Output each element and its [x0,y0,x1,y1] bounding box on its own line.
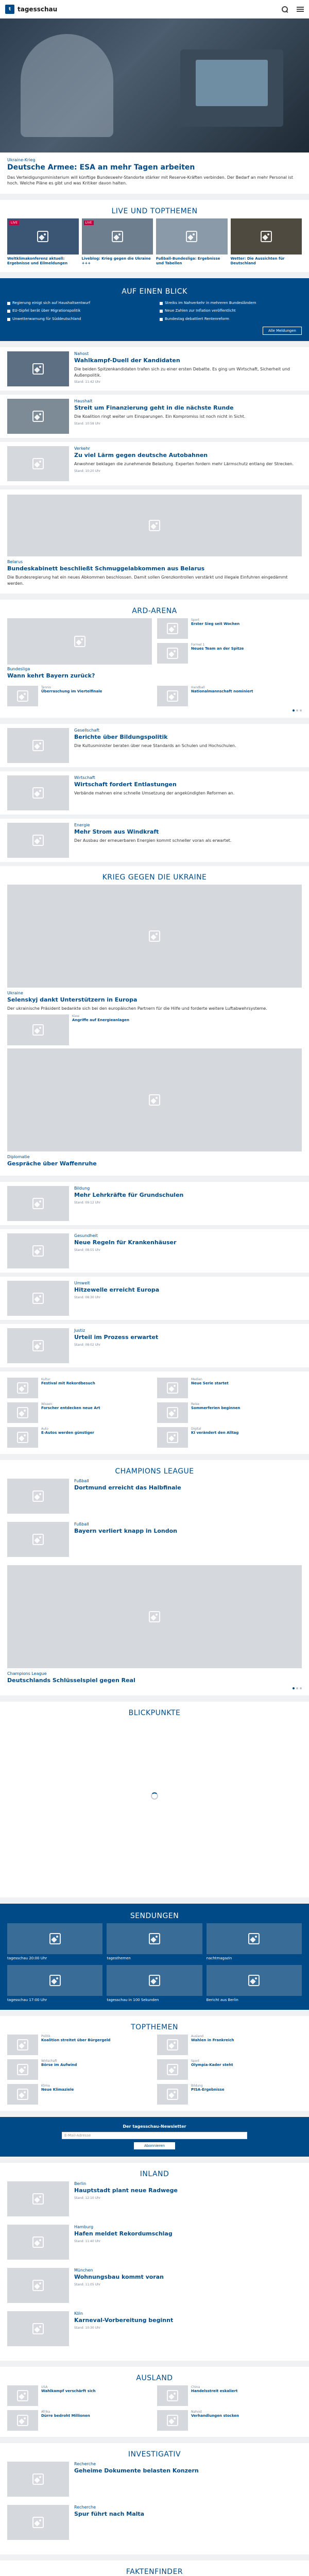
image-icon [32,1198,44,1209]
ard-item-title[interactable]: Erster Sieg seit Wochen [191,622,240,626]
ard-arena-section [0,600,309,718]
news-meta: Stand: 10:20 Uhr [74,469,101,473]
hero-teaser[interactable] [0,152,309,194]
ard-lead-headline[interactable]: Wann kehrt Bayern zurück? [7,672,95,680]
ard-item-top: Handball [191,685,205,689]
ausland-item[interactable] [157,2385,302,2406]
champions-lead-headline[interactable]: Deutschlands Schlüsselspiel gegen Real [7,1676,135,1684]
live-item[interactable] [82,218,153,266]
image-icon [32,740,44,751]
live-badge: LIVE [84,221,94,225]
inland-item[interactable] [0,724,309,767]
topthemen-section [0,2016,309,2111]
news-meta: Stand: 10:58 Uhr [74,421,101,426]
ard-item[interactable] [157,686,302,706]
image-icon [32,1024,44,1036]
more-news-headline[interactable]: Neue Regeln für Krankenhäuser [74,1239,177,1246]
mini-item[interactable] [7,1427,152,1448]
image-icon [17,2089,28,2100]
news-text: Die beiden Spitzenkandidaten trafen sich zu einer ersten Debatte. Es ging um Wirtschaft, Sicherheit und Außenpolitik. [74,366,290,378]
carousel-dot[interactable] [300,1687,302,1689]
inland-section [0,2163,309,2361]
ard-item[interactable] [7,686,152,706]
topthemen-item-top: Sport [191,2059,200,2063]
topthemen-title: TOPTHEMEN [131,2023,178,2031]
bullet-icon [160,318,163,321]
topthemen-item-title[interactable]: Olympia-Kader steht [191,2062,233,2067]
topthemen-item[interactable] [7,2059,152,2080]
sendung-title[interactable]: nachtmagazin [206,1956,232,1960]
ausland-item-title[interactable]: Verhandlungen stocken [191,2413,239,2418]
hero-image[interactable] [0,19,309,152]
mini-item-title[interactable]: Festival mit Rekordbesuch [41,1381,95,1385]
ausland-item-title[interactable]: Dürre bedroht Millionen [41,2413,90,2418]
newsletter-box [0,2117,309,2157]
blick-item[interactable] [160,309,302,313]
more-news-headline[interactable]: Urteil im Prozess erwartet [74,1333,159,1341]
ausland-item[interactable] [7,2410,152,2431]
sendung-card[interactable] [7,1923,102,1961]
image-icon [149,930,160,942]
mini-item[interactable] [157,1402,302,1423]
sendungen-section [0,1904,309,2010]
mini-item-top: Digital [191,1427,201,1431]
more-news-item[interactable] [0,1229,309,1273]
carousel-dot[interactable] [300,709,302,711]
inland-section-item[interactable] [7,2311,302,2350]
ukraine-item[interactable] [7,1014,302,1045]
champions-lead-topline: Champions League [7,1671,47,1676]
image-icon [17,1382,28,1394]
mini-item[interactable] [157,1427,302,1448]
ukraine-section [0,866,309,1176]
auf-einen-blick [0,278,309,341]
ard-item[interactable] [157,643,302,664]
champions-title: CHAMPIONS LEAGUE [115,1467,194,1476]
champions-item-topline: Fußball [74,1521,89,1527]
news-item[interactable] [0,442,309,485]
investigativ-item[interactable] [7,2462,302,2501]
sendung-title[interactable]: Bericht aus Berlin [206,1997,238,2002]
live-item[interactable] [7,218,79,266]
carousel-dots [7,1687,302,1689]
image-icon [32,2517,44,2528]
ukraine-lead-headline[interactable]: Selenskyj dankt Unterstützern in Europa [7,996,138,1003]
inland-section-meta: Stand: 12:10 Uhr [74,2196,101,2200]
more-news-topline: Justiz [74,1328,85,1333]
news-text: Die Koalition ringt weiter um Einsparungen. Ein Kompromiss ist noch nicht in Sicht. [74,414,246,419]
blickpunkte-section [0,1702,309,1897]
image-icon [167,1432,178,1443]
image-icon [49,1975,61,1986]
inland-section-meta: Stand: 11:05 Uhr [74,2282,101,2286]
mini-item-title[interactable]: KI verändert den Alltag [191,1430,239,1435]
topthemen-item[interactable] [7,2084,152,2105]
sendung-title[interactable]: tagesschau 20:00 Uhr [7,1956,47,1960]
bullet-icon [7,310,10,313]
topthemen-item[interactable] [7,2035,152,2055]
investigativ-topline: Recherche [74,2461,96,2466]
inland-section-headline[interactable]: Hauptstadt plant neue Radwege [74,2187,178,2194]
logo-text[interactable]: tagesschau [18,5,58,13]
image-icon [32,458,44,469]
sendung-card[interactable] [7,1965,102,2003]
ausland-item-title[interactable]: Handelsstreit eskaliert [191,2388,238,2393]
blick-item-text[interactable]: Streiks im Nahverkehr in mehreren Bundesländern [165,300,256,305]
more-news-item[interactable] [0,1277,309,1320]
more-news-meta: Stand: 08:02 Uhr [74,1343,101,1347]
inland-section-title: INLAND [140,2170,169,2178]
mini-grid-section [0,1371,309,1454]
loading-spinner-icon [151,1792,158,1800]
mini-item-top: Medien [191,1377,202,1381]
image-icon [167,2415,178,2426]
news-headline[interactable]: Wahlkampf-Duell der Kandidaten [74,357,180,364]
blick-item-text[interactable]: Bundestag debattiert Rentenreform [165,316,229,321]
ausland-item-top: USA [41,2385,48,2389]
more-news-topline: Bildung [74,1185,90,1191]
champions-item-headline[interactable]: Bayern verliert knapp in London [74,1527,177,1534]
news-topline: Haushalt [74,399,93,404]
inland-headline[interactable]: Mehr Strom aus Windkraft [74,828,159,835]
news-item[interactable] [0,395,309,438]
image-icon [17,690,28,702]
mini-item-title[interactable]: Sommerferien beginnen [191,1405,241,1410]
champions-item[interactable] [7,1522,302,1561]
champions-section [0,1460,309,1696]
news-topline: Nahost [74,351,89,357]
champions-lead-image[interactable] [7,1565,302,1668]
carousel-dot[interactable] [296,1687,298,1689]
inland-headline[interactable]: Berichte über Bildungspolitik [74,733,168,740]
image-icon [32,411,44,422]
more-news-item[interactable] [0,1324,309,1367]
blick-item[interactable] [7,317,149,321]
blick-item[interactable] [160,301,302,306]
ukraine-item-top: Kiew [72,1014,80,1019]
image-icon [32,2193,44,2205]
ausland-item-top: Nahost [191,2410,202,2414]
live-item-title[interactable]: Weltklimakonferenz aktuell: Ergebnisse und Eilmeldungen [7,256,68,265]
hero-headline[interactable]: Deutsche Armee: ESA an mehr Tagen arbeiten [7,163,195,172]
mini-item[interactable] [7,1378,152,1398]
inland-item[interactable] [0,771,309,815]
image-icon [32,1293,44,1304]
wide-teaser-image[interactable] [7,495,302,556]
investigativ-topline: Recherche [74,2504,96,2510]
mini-item-title[interactable]: Forscher entdecken neue Art [41,1405,100,1410]
inland-section-meta: Stand: 11:40 Uhr [74,2239,101,2243]
ard-title: ARD-ARENA [132,607,177,616]
image-icon [17,2064,28,2075]
investigativ-headline[interactable]: Spur führt nach Malta [74,2510,145,2517]
investigativ-section [0,2443,309,2554]
image-icon [167,690,178,702]
ard-item-title[interactable]: Überraschung im Viertelfinale [41,689,102,693]
image-icon [49,1933,61,1944]
hero-image-screen-content [196,60,268,106]
news-topline: Verkehr [74,446,90,451]
bullet-icon [160,302,163,305]
mini-item-title[interactable]: E-Autos werden günstiger [41,1430,94,1435]
image-icon [74,636,85,647]
news-text: Anwohner beklagen die zunehmende Belastung. Experten fordern mehr Lärmschutz entlang der Strecken. [74,461,294,466]
live-item-title[interactable]: Wetter: Die Aussichten für Deutschland [230,256,285,265]
image-icon [32,363,44,375]
inland-section-item[interactable] [7,2225,302,2264]
ausland-item-top: China [191,2385,200,2389]
ukraine-lead-text: Der ukrainische Präsident bedankte sich bei den europäischen Partnern für die Hilfe und forderte weitere Luftabwehrsysteme. [7,1006,267,1011]
news-headline[interactable]: Zu viel Lärm gegen deutsche Autobahnen [74,452,208,459]
live-item[interactable] [156,218,228,266]
ard-item-top: Sport [191,618,200,622]
image-icon [167,623,178,634]
image-icon [167,2039,178,2050]
image-icon [32,2280,44,2291]
image-icon [32,1490,44,1502]
ukraine-item-title[interactable]: Gespräche über Waffenruhe [7,1160,97,1167]
topthemen-item-top: Politik [41,2034,50,2038]
carousel-dot[interactable] [296,709,298,711]
live-item-title[interactable]: Liveblog: Krieg gegen die Ukraine +++ [81,256,151,265]
topthemen-item-top: Ausland [191,2034,203,2038]
image-icon [32,1340,44,1351]
menu-icon[interactable] [297,7,304,12]
inland-text: Verbände mahnen eine schnelle Umsetzung der angekündigten Reformen an. [74,790,235,795]
champions-item-headline[interactable]: Dortmund erreicht das Halbfinale [74,1484,181,1491]
champions-item[interactable] [7,1479,302,1518]
topthemen-item[interactable] [157,2084,302,2105]
investigativ-title: INVESTIGATIV [128,2450,181,2459]
image-icon [167,2390,178,2401]
image-icon [32,2473,44,2485]
live-section-title: LIVE UND TOPTHEMEN [111,207,198,215]
sendung-title[interactable]: tagesthemen [107,1956,131,1960]
more-news-topline: Umwelt [74,1280,90,1285]
inland-headline[interactable]: Wirtschaft fordert Entlastungen [74,781,177,788]
more-news-meta: Stand: 08:55 Uhr [74,1248,101,1252]
live-section [0,200,309,272]
inland-section-headline[interactable]: Karneval-Vorbereitung beginnt [74,2316,174,2324]
topthemen-item-top: Wirtschaft [41,2059,57,2063]
hero-image-figure [21,34,113,137]
image-icon [149,1611,160,1622]
more-news-meta: Stand: 08:30 Uhr [74,1295,101,1299]
news-meta: Stand: 11:42 Uhr [74,380,101,384]
champions-item-topline: Fußball [74,1478,89,1483]
sendung-card[interactable] [207,1965,302,2003]
image-icon [261,231,272,242]
mini-item-top: Auto [41,1427,48,1431]
image-icon [32,1245,44,1257]
ausland-section-title: AUSLAND [136,2374,173,2382]
image-icon [17,2390,28,2401]
topthemen-item-title[interactable]: Koalition streitet über Bürgergeld [41,2038,111,2042]
inland-section-item[interactable] [7,2268,302,2307]
image-icon [149,1933,160,1944]
image-icon [32,835,44,846]
sendungen-title: SENDUNGEN [130,1911,179,1920]
carousel-dot[interactable] [293,709,295,711]
ausland-section [0,2367,309,2437]
image-icon [17,1432,28,1443]
image-icon [248,1975,260,1986]
live-item-title[interactable]: Fußball-Bundesliga: Ergebnisse und Tabellen [156,256,220,265]
faktenfinder-title: FAKTENFINDER [126,2567,183,2576]
ausland-item-title[interactable]: Wahlkampf verschärft sich [41,2388,96,2393]
mini-item-top: Kultur [41,1377,50,1381]
bullet-icon [7,318,10,321]
blick-item[interactable] [7,301,149,306]
topthemen-item-title[interactable]: Börse im Aufwind [41,2062,77,2067]
inland-topline: Wirtschaft [74,775,95,780]
ausland-item[interactable] [7,2385,152,2406]
image-icon [167,1382,178,1394]
inland-section-topline: Köln [74,2311,83,2316]
sendung-card[interactable] [107,1965,202,2003]
mini-item[interactable] [157,1378,302,1398]
logo-mark[interactable]: t [5,5,14,14]
ard-lead[interactable] [7,618,152,682]
news-item[interactable] [0,347,309,391]
image-icon [32,787,44,799]
image-icon [32,2236,44,2248]
bullet-icon [160,310,163,313]
mini-item-top: Reise [191,1402,200,1406]
inland-section-topline: Berlin [74,2181,87,2186]
inland-section-headline[interactable]: Wohnungsbau kommt voran [74,2273,164,2280]
sendung-title[interactable]: tagesschau in 100 Sekunden [107,1997,159,2002]
more-news-headline[interactable]: Hitzewelle erreicht Europa [74,1286,160,1293]
carousel-dot[interactable] [293,1687,295,1689]
ukraine-item-top: Diplomatie [7,1155,30,1160]
bullet-icon [7,302,10,305]
topthemen-item[interactable] [157,2059,302,2080]
inland-section-topline: Hamburg [74,2224,94,2229]
investigativ-headline[interactable]: Geheime Dokumente belasten Konzern [74,2467,199,2474]
blickpunkte-title: BLICKPUNKTE [128,1708,181,1717]
image-icon [149,1094,160,1106]
live-item[interactable] [231,218,302,266]
inland-section-meta: Stand: 10:30 Uhr [74,2326,101,2330]
mini-item[interactable] [7,1402,152,1423]
hero-text: Das Verteidigungsministerium will künftige Bundeswehr-Standorte stärker mit Reserve-Kräften verbinden. Der Bedarf an mehr Personal ist hoch. Welche Pläne es gibt und was Kritiker davon halten. [7,175,293,186]
topthemen-item-title[interactable]: Wahlen in Frankreich [191,2038,234,2042]
image-icon [186,231,197,242]
image-icon [17,1407,28,1418]
wide-topline: Belarus [7,560,23,565]
topthemen-item-title[interactable]: PISA-Ergebnisse [191,2087,225,2092]
topthemen-item-title[interactable]: Neue Klimaziele [41,2087,74,2092]
newsletter-subscribe-button[interactable]: Abonnieren [134,2142,175,2149]
newsletter-email-input[interactable]: E-Mail-Adresse [62,2132,247,2139]
investigativ-item[interactable] [7,2505,302,2544]
blick-item[interactable] [7,309,149,313]
wide-headline[interactable]: Bundeskabinett beschließt Schmuggelabkommen aus Belarus [7,565,205,572]
blick-item-text[interactable]: Neue Zahlen zur Inflation veröffentlicht [165,309,236,313]
inland-section-headline[interactable]: Hafen meldet Rekordumschlag [74,2230,173,2237]
mini-item-top: Wissen [41,1402,53,1406]
carousel-dots [7,709,302,711]
hero-topline: Ukraine-Krieg [7,158,36,162]
image-icon [167,2089,178,2100]
newsletter-title: Der tagesschau-Newsletter [123,2124,186,2129]
ukraine-lead-topline: Ukraine [7,990,23,995]
ukraine-second-image[interactable] [7,1048,302,1151]
image-icon [149,1975,160,1986]
topthemen-item-top: Bildung [191,2083,203,2088]
more-news-headline[interactable]: Mehr Lehrkräfte für Grundschulen [74,1191,184,1198]
blick-item-text[interactable]: Regierung einigt sich auf Haushaltsentwurf [12,300,91,305]
inland-item[interactable] [0,819,309,862]
wide-teaser[interactable] [0,489,309,594]
ukraine-lead-image[interactable] [7,885,302,988]
search-icon[interactable] [281,6,288,13]
ard-item-title[interactable]: Neues Team an der Spitze [191,647,244,651]
ard-item-top: Tennis [41,685,51,689]
more-news-topline: Gesundheit [74,1233,98,1238]
wide-text: Die Bundesregierung hat ein neues Abkommen beschlossen. Damit sollen Grenzkontrollen verstärkt und illegale Einfuhren eingedämmt werden. [7,574,288,586]
ard-item[interactable] [157,618,302,639]
ard-item-top: Formel 1 [191,643,205,647]
image-icon [32,2323,44,2334]
image-icon [167,2064,178,2075]
image-icon [167,1407,178,1418]
blick-more-button[interactable]: Alle Meldungen [263,327,302,335]
faktenfinder-section [0,2561,309,2576]
more-news-item[interactable] [0,1182,309,1225]
ukraine-title: KRIEG GEGEN DIE UKRAINE [102,873,207,882]
inland-text: Der Ausbau der erneuerbaren Energien kommt schneller voran als erwartet. [74,838,232,843]
news-headline[interactable]: Streit um Finanzierung geht in die nächste Runde [74,404,234,412]
inland-section-item[interactable] [7,2181,302,2221]
inland-topline: Gesellschaft [74,727,100,733]
mini-item-title[interactable]: Neue Serie startet [191,1381,229,1385]
sendung-card[interactable] [107,1923,202,1961]
image-icon [17,2415,28,2426]
site-header [0,0,309,19]
image-icon [248,1933,260,1944]
sendung-card[interactable] [207,1923,302,1961]
topthemen-item-top: Klima [41,2083,50,2088]
inland-topline: Energie [74,822,90,827]
blick-item-text[interactable]: EU-Gipfel berät über Migrationspolitik [12,309,81,313]
ukraine-item-title[interactable]: Angriffe auf Energieanlagen [72,1018,130,1023]
blick-item-text[interactable]: Unwetterwarnung für Süddeutschland [12,316,81,321]
image-icon [32,1534,44,1545]
ard-item-title[interactable]: Nationalmannschaft nominiert [191,689,253,693]
ard-lead-topline: Bundesliga [7,667,30,672]
inland-text: Die Kultusminister beraten über neue Standards an Schulen und Hochschulen. [74,743,236,748]
image-icon [112,231,123,242]
image-icon [149,520,160,531]
ausland-item[interactable] [157,2410,302,2431]
inland-section-topline: München [74,2267,93,2273]
topthemen-item[interactable] [157,2035,302,2055]
sendung-title[interactable]: tagesschau 17:00 Uhr [7,1997,47,2002]
blick-item[interactable] [160,317,302,321]
image-icon [17,2039,28,2050]
live-badge: LIVE [9,221,19,225]
image-icon [37,231,48,242]
more-news-meta: Stand: 09:12 Uhr [74,1200,101,1205]
image-icon [167,648,178,659]
ausland-item-top: Afrika [41,2410,50,2414]
blick-title: AUF EINEN BLICK [122,287,187,296]
